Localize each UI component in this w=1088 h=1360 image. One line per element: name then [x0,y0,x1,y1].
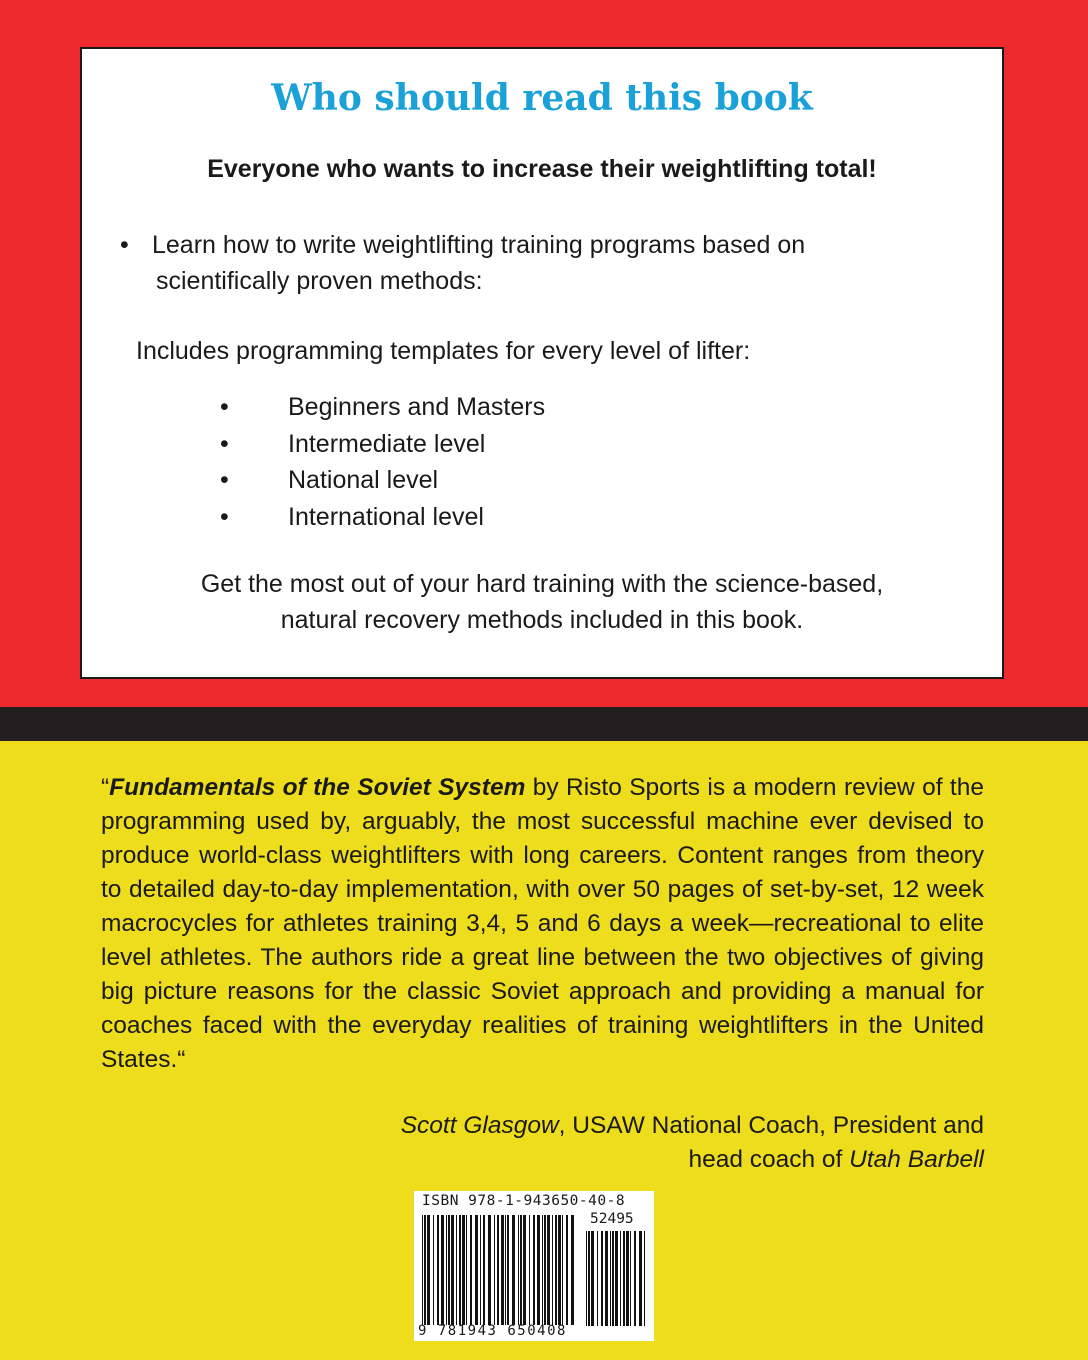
barcode-bar [466,1215,467,1325]
barcode-bar [456,1215,457,1325]
includes-line: Includes programming templates for every level of lifter: [136,337,751,365]
barcode-bar [639,1231,642,1326]
barcode-bar [422,1215,423,1325]
barcode-bar [446,1215,447,1325]
level-label: Beginners and Masters [288,393,546,421]
divider-band [0,707,1088,741]
club-name: Utah Barbell [849,1146,984,1173]
barcode-bar [571,1215,574,1325]
barcode-bar [634,1231,636,1326]
barcode-bar [555,1215,557,1325]
endorsement-quote [101,771,984,1077]
barcode-bar [605,1231,608,1326]
level-label: National level [288,466,439,494]
barcode-bar [610,1231,611,1326]
barcode-bar [433,1215,434,1325]
barcode-bar [505,1215,506,1325]
programs-bullet-line1: Learn how to write weightlifting training programs based on [152,231,806,259]
barcode-bar [494,1215,495,1325]
barcode-bar [566,1215,568,1325]
barcode-bar [591,1231,594,1326]
closing-text [82,566,1002,638]
barcode-bar [523,1215,526,1325]
barcode-bars [422,1215,577,1325]
barcode-bar [586,1231,587,1326]
audience-heading: Who should read this book [271,77,813,119]
price-code: 52495 [590,1211,634,1227]
barcode-bar [501,1215,504,1325]
ean-digits: 9 781943 650408 [418,1323,567,1339]
bullet-dot: • [220,466,229,494]
attribution-line1 [401,1109,984,1143]
barcode-bar [459,1215,461,1325]
barcode-bar [451,1215,454,1325]
author-name: Scott Glasgow [400,1112,559,1139]
barcode-bar [601,1231,603,1326]
barcode-bar [544,1215,546,1325]
barcode-bar [552,1215,553,1325]
audience-box [80,47,1004,679]
barcode-bar [615,1231,618,1326]
quote-paragraph [101,771,984,1077]
attribution-line2 [401,1143,984,1177]
barcode-bar [588,1231,590,1326]
tagline: Everyone who wants to increase their weightlifting total! [207,155,877,183]
barcode-bar [612,1231,614,1326]
barcode-bar [470,1215,472,1325]
barcode-bar [441,1215,444,1325]
barcode-bar [507,1215,509,1325]
programs-bullet-line2: scientifically proven methods: [156,267,483,295]
isbn-text: ISBN 978-1-943650-40-8 [422,1193,626,1209]
author-role: , USAW National Coach, President and [558,1112,984,1139]
bullet-dot: • [220,429,229,458]
closing-line2: natural recovery methods included in this book. [280,606,804,634]
barcode-bar [558,1215,561,1325]
bullet-dot: • [220,393,229,421]
barcode-bar [542,1215,543,1325]
barcode-bar [480,1215,481,1325]
bullet-dot: • [220,502,229,531]
barcode-bar [547,1215,550,1325]
barcode-bar [644,1231,645,1326]
barcode-bar [462,1215,465,1325]
level-label: Intermediate level [288,429,486,458]
book-title: Fundamentals of the Soviet System [109,774,526,801]
barcode-bar [488,1215,491,1325]
barcode-bar [497,1215,499,1325]
isbn-barcode [414,1191,654,1341]
barcode-bar [437,1215,439,1325]
level-label: International level [288,502,484,531]
barcode-bar [427,1215,430,1325]
barcode-bar [483,1215,485,1325]
barcode-bar [537,1215,540,1325]
barcode-bar [448,1215,450,1325]
price-barcode-bars [586,1231,648,1326]
barcode-bar [424,1215,426,1325]
barcode-bar [620,1231,621,1326]
quote-text: by Risto Sports is a modern review of the programming used by, arguably, the most successful machine ever devised to produce world-class weightlifters with long careers. Content ranges from theory to detailed day-to-day implementation, with over 50 pages of set-by-set, 12 week macrocycles for athletes training 3,4, 5 and 6 days a week—recreational to elite level athletes. The authors ride a great line between the two objectives of giving big picture reasons for the classic Soviet approach and providing a manual for coaches faced with the everyday realities of training weightlifters in the United States.“ [101,774,984,1073]
barcode-bar [520,1215,522,1325]
barcode-bar [533,1215,535,1325]
programs-bullet [120,227,805,299]
bullet-dot: • [120,231,129,259]
barcode-bar [626,1231,629,1326]
barcode-bar [475,1215,478,1325]
yellow-panel [0,741,1088,1360]
barcode-bar [623,1231,625,1326]
author-role-2: head coach of [688,1146,850,1173]
barcode-bar [529,1215,530,1325]
barcode-bar [518,1215,519,1325]
barcode-bar [562,1215,563,1325]
barcode-bar [630,1231,631,1326]
barcode-bar [597,1231,598,1326]
attribution [401,1109,984,1177]
quote-open-mark: “ [101,774,110,801]
closing-line1: Get the most out of your hard training with the science-based, [200,570,884,598]
barcode-bar [512,1215,515,1325]
